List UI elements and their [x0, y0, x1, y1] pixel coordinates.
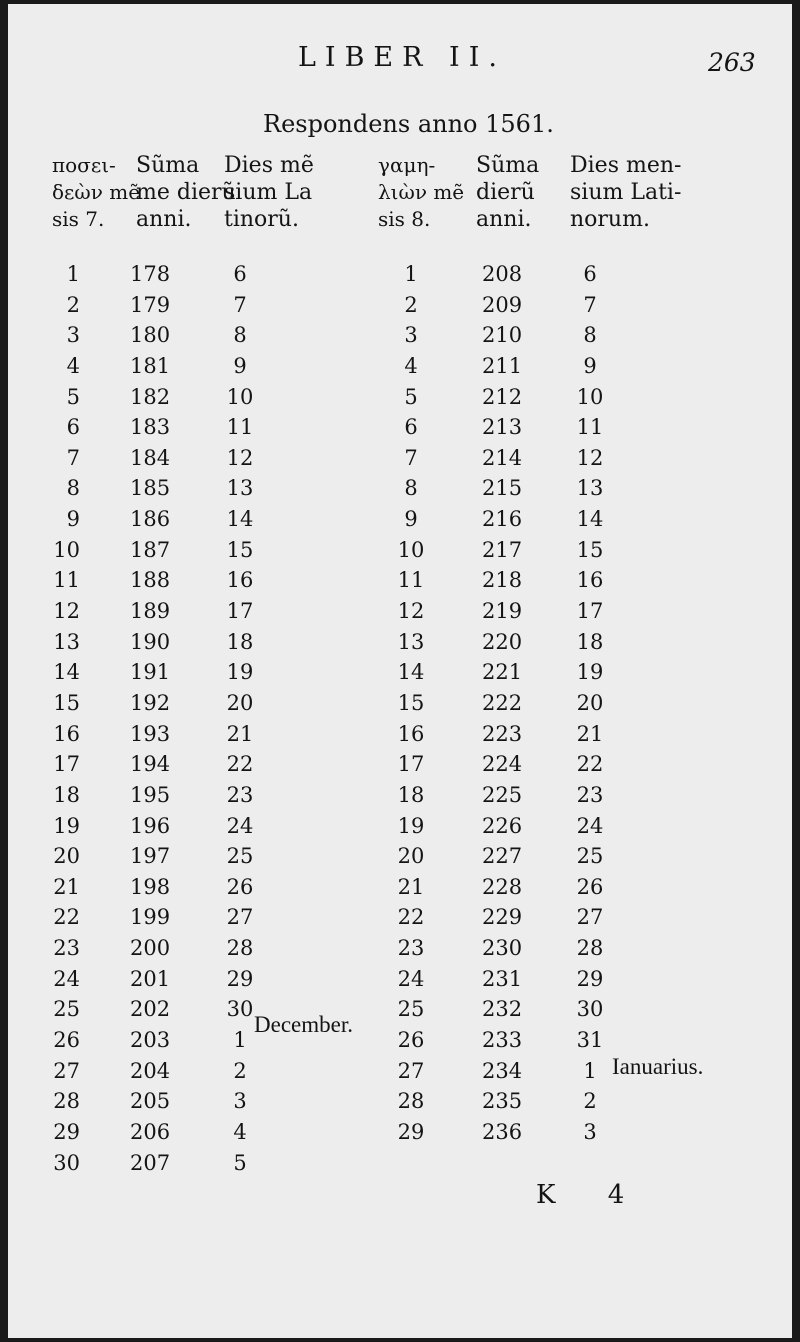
- table-cell-day-b: 11: [397, 568, 425, 593]
- table-cell-day-a: 2: [66, 292, 80, 317]
- table-cell-dies-b: 19: [576, 660, 604, 685]
- table-cell-dies-a: 8: [233, 323, 247, 348]
- table-cell-dies-b: 6: [583, 262, 597, 286]
- table-cell-day-a: 8: [66, 476, 80, 501]
- table-cell-day-a: 25: [53, 997, 80, 1022]
- table-cell-day-a: 3: [66, 323, 80, 348]
- table-cell-sum-a: 200: [130, 936, 171, 961]
- table-cell-sum-b: 233: [482, 1028, 523, 1053]
- table-cell-sum-b: 235: [482, 1089, 523, 1114]
- table-cell-sum-b: 214: [482, 445, 523, 470]
- column-sum-b: [482, 259, 552, 1148]
- header-sum-a: Sũma me dierũ anni.: [136, 153, 236, 232]
- table-cell-day-b: 18: [397, 782, 425, 807]
- table-cell-sum-b: 224: [482, 752, 523, 777]
- column-day-b: [388, 259, 434, 1148]
- table-cell-dies-a: 5: [233, 1150, 247, 1175]
- table-cell-day-b: 25: [397, 997, 425, 1022]
- table-cell-dies-b: 29: [576, 966, 604, 991]
- table-cell-day-b: 5: [404, 384, 418, 409]
- table-cell-sum-a: 190: [130, 629, 171, 654]
- table-cell-sum-a: 193: [130, 721, 171, 746]
- table-cell-sum-b: 221: [482, 660, 523, 685]
- table-cell-sum-b: 228: [482, 874, 523, 899]
- table-cell-day-a: 16: [53, 721, 80, 746]
- table-cell-sum-a: 179: [130, 292, 171, 317]
- table-cell-day-b: 24: [397, 966, 425, 991]
- table-cell-day-a: 30: [53, 1150, 80, 1175]
- table-cell-day-a: 9: [66, 507, 80, 532]
- table-cell-day-b: 22: [397, 905, 425, 930]
- table-cell-dies-a: 6: [233, 262, 247, 286]
- table-cell-dies-b: 18: [576, 629, 604, 654]
- table-cell-dies-b: 12: [576, 445, 604, 470]
- table-cell-sum-b: 212: [482, 384, 523, 409]
- table-cell-dies-a: 22: [226, 752, 254, 777]
- table-cell-day-a: 11: [53, 568, 80, 593]
- book-page: [8, 4, 792, 1338]
- table-cell-day-a: 1: [66, 262, 80, 286]
- table-cell-sum-b: 220: [482, 629, 523, 654]
- table-cell-sum-a: 198: [130, 874, 171, 899]
- table-cell-dies-b: 26: [576, 874, 604, 899]
- table-cell-day-a: 26: [53, 1028, 80, 1053]
- table-cell-day-b: 13: [397, 629, 425, 654]
- page-number: 263: [708, 48, 756, 77]
- table-cell-day-a: 24: [53, 966, 80, 991]
- table-cell-day-a: 27: [53, 1058, 80, 1083]
- table-cell-sum-a: 207: [130, 1150, 171, 1175]
- table-cell-sum-b: 213: [482, 415, 523, 440]
- table-cell-dies-a: 28: [226, 936, 254, 961]
- table-cell-sum-b: 232: [482, 997, 523, 1022]
- table-cell-sum-b: 222: [482, 690, 523, 715]
- month-label-ianuarius: Ianuarius.: [612, 1054, 704, 1079]
- table-cell-sum-a: 183: [130, 415, 171, 440]
- table-cell-sum-a: 194: [130, 752, 171, 777]
- table-cell-sum-b: 223: [482, 721, 523, 746]
- table-cell-dies-a: 12: [226, 445, 254, 470]
- table-cell-dies-a: 16: [226, 568, 254, 593]
- table-cell-sum-a: 195: [130, 782, 171, 807]
- table-cell-sum-b: 211: [482, 353, 523, 378]
- table-cell-dies-a: 19: [226, 660, 254, 685]
- table-cell-sum-a: 186: [130, 507, 171, 532]
- table-cell-dies-b: 1: [583, 1058, 597, 1083]
- table-cell-sum-a: 199: [130, 905, 171, 930]
- column-dies-b: [568, 259, 612, 1148]
- table-cell-sum-b: 216: [482, 507, 523, 532]
- table-cell-day-b: 4: [404, 353, 418, 378]
- header-dies-b: Dies men- sium Lati- norum.: [570, 153, 682, 232]
- table-cell-day-a: 4: [66, 353, 80, 378]
- table-cell-day-b: 17: [397, 752, 425, 777]
- table-cell-dies-a: 26: [226, 874, 254, 899]
- table-cell-sum-b: 209: [482, 292, 523, 317]
- table-cell-sum-a: 178: [130, 262, 171, 286]
- table-cell-dies-a: 10: [226, 384, 254, 409]
- table-cell-day-a: 17: [53, 752, 80, 777]
- table-cell-dies-b: 16: [576, 568, 604, 593]
- header-dies-a: Dies mẽ sium La tinorũ.: [224, 153, 314, 232]
- table-cell-dies-b: 22: [576, 752, 604, 777]
- table-cell-day-b: 19: [397, 813, 425, 838]
- table-cell-sum-a: 201: [130, 966, 171, 991]
- header-month-a: ποσει- δεὼν mẽ sis 7.: [52, 153, 141, 231]
- header-month-b: γαμη- λιὼν mẽ sis 8.: [378, 153, 465, 231]
- table-cell-day-b: 16: [397, 721, 425, 746]
- table-cell-dies-b: 23: [576, 782, 604, 807]
- table-cell-dies-b: 27: [576, 905, 604, 930]
- column-dies-a: [218, 259, 262, 1178]
- table-cell-day-a: 18: [53, 782, 80, 807]
- table-cell-day-a: 6: [66, 415, 80, 440]
- table-cell-dies-a: 7: [233, 292, 247, 317]
- table-cell-dies-b: 10: [576, 384, 604, 409]
- table-cell-sum-a: 182: [130, 384, 171, 409]
- table-cell-day-b: 9: [404, 507, 418, 532]
- month-label-december: December.: [254, 1012, 353, 1037]
- table-cell-dies-b: 28: [576, 936, 604, 961]
- table-cell-sum-a: 191: [130, 660, 171, 685]
- table-cell-day-a: 5: [66, 384, 80, 409]
- table-cell-day-b: 15: [397, 690, 425, 715]
- header-sum-b: Sũma dierũ anni.: [476, 153, 540, 232]
- table-cell-day-b: 28: [397, 1089, 425, 1114]
- table-cell-sum-a: 181: [130, 353, 171, 378]
- table-cell-sum-a: 180: [130, 323, 171, 348]
- table-cell-dies-a: 4: [233, 1119, 247, 1144]
- table-cell-day-b: 21: [397, 874, 425, 899]
- column-sum-a: [130, 259, 200, 1178]
- table-cell-dies-a: 30: [226, 997, 254, 1022]
- table-cell-dies-a: 11: [226, 415, 254, 440]
- table-cell-dies-b: 11: [576, 415, 604, 440]
- table-cell-day-b: 7: [404, 445, 418, 470]
- table-cell-dies-a: 1: [233, 1028, 247, 1053]
- table-cell-sum-a: 192: [130, 690, 171, 715]
- table-cell-dies-b: 21: [576, 721, 604, 746]
- table-cell-sum-b: 231: [482, 966, 523, 991]
- table-cell-sum-b: 225: [482, 782, 523, 807]
- table-cell-sum-a: 196: [130, 813, 171, 838]
- table-cell-dies-b: 17: [576, 599, 604, 624]
- table-cell-dies-a: 15: [226, 537, 254, 562]
- table-cell-dies-a: 21: [226, 721, 254, 746]
- table-cell-dies-b: 24: [576, 813, 604, 838]
- table-cell-sum-b: 226: [482, 813, 523, 838]
- table-cell-sum-b: 208: [482, 262, 523, 286]
- table-cell-dies-b: 31: [576, 1028, 604, 1053]
- show-through-bleed: [128, 56, 156, 84]
- table-cell-dies-b: 2: [583, 1089, 597, 1114]
- table-cell-sum-a: 205: [130, 1089, 171, 1114]
- table-cell-day-a: 23: [53, 936, 80, 961]
- table-cell-sum-a: 188: [130, 568, 171, 593]
- table-cell-day-b: 23: [397, 936, 425, 961]
- table-cell-dies-a: 25: [226, 844, 254, 869]
- table-cell-dies-a: 23: [226, 782, 254, 807]
- table-cell-dies-a: 17: [226, 599, 254, 624]
- table-cell-sum-a: 185: [130, 476, 171, 501]
- table-cell-sum-b: 230: [482, 936, 523, 961]
- table-cell-day-a: 15: [53, 690, 80, 715]
- table-cell-dies-a: 24: [226, 813, 254, 838]
- table-cell-sum-b: 229: [482, 905, 523, 930]
- table-cell-day-a: 20: [53, 844, 80, 869]
- table-cell-sum-b: 210: [482, 323, 523, 348]
- table-cell-day-a: 29: [53, 1119, 80, 1144]
- table-cell-dies-b: 25: [576, 844, 604, 869]
- table-cell-dies-a: 14: [226, 507, 254, 532]
- table-cell-sum-a: 184: [130, 445, 171, 470]
- table-cell-day-b: 8: [404, 476, 418, 501]
- table-cell-dies-a: 20: [226, 690, 254, 715]
- table-cell-day-b: 27: [397, 1058, 425, 1083]
- table-cell-dies-b: 13: [576, 476, 604, 501]
- table-cell-sum-b: 234: [482, 1058, 523, 1083]
- table-cell-sum-a: 204: [130, 1058, 171, 1083]
- table-cell-sum-a: 206: [130, 1119, 171, 1144]
- table-cell-dies-a: 29: [226, 966, 254, 991]
- table-cell-day-a: 19: [53, 813, 80, 838]
- table-cell-day-b: 2: [404, 292, 418, 317]
- table-cell-day-a: 14: [53, 660, 80, 685]
- table-cell-sum-b: 215: [482, 476, 523, 501]
- table-cell-dies-a: 27: [226, 905, 254, 930]
- table-cell-sum-a: 197: [130, 844, 171, 869]
- table-cell-dies-b: 9: [583, 353, 597, 378]
- table-cell-day-a: 10: [53, 537, 80, 562]
- table-cell-day-a: 22: [53, 905, 80, 930]
- table-cell-day-a: 13: [53, 629, 80, 654]
- table-cell-day-b: 26: [397, 1028, 425, 1053]
- table-cell-day-a: 21: [53, 874, 80, 899]
- table-cell-sum-a: 187: [130, 537, 171, 562]
- table-cell-sum-b: 227: [482, 844, 523, 869]
- table-cell-day-b: 3: [404, 323, 418, 348]
- table-cell-dies-b: 30: [576, 997, 604, 1022]
- table-cell-sum-a: 189: [130, 599, 171, 624]
- table-cell-sum-a: 203: [130, 1028, 171, 1053]
- table-cell-dies-b: 7: [583, 292, 597, 317]
- column-day-a: [38, 259, 80, 1178]
- table-cell-dies-b: 15: [576, 537, 604, 562]
- table-cell-sum-b: 236: [482, 1119, 523, 1144]
- table-cell-dies-b: 14: [576, 507, 604, 532]
- table-cell-dies-a: 3: [233, 1089, 247, 1114]
- table-cell-day-a: 28: [53, 1089, 80, 1114]
- table-cell-day-b: 14: [397, 660, 425, 685]
- table-cell-dies-b: 3: [583, 1119, 597, 1144]
- table-cell-sum-a: 202: [130, 997, 171, 1022]
- table-cell-day-b: 12: [397, 599, 425, 624]
- table-cell-sum-b: 219: [482, 599, 523, 624]
- table-cell-sum-b: 217: [482, 537, 523, 562]
- table-cell-dies-b: 20: [576, 690, 604, 715]
- table-cell-sum-b: 218: [482, 568, 523, 593]
- table-cell-day-b: 6: [404, 415, 418, 440]
- table-cell-dies-a: 2: [233, 1058, 247, 1083]
- table-cell-day-b: 29: [397, 1119, 425, 1144]
- table-cell-day-a: 7: [66, 445, 80, 470]
- signature-mark: K 4: [536, 1180, 647, 1210]
- table-cell-dies-b: 8: [583, 323, 597, 348]
- table-cell-day-b: 10: [397, 537, 425, 562]
- table-cell-day-a: 12: [53, 599, 80, 624]
- table-cell-dies-a: 18: [226, 629, 254, 654]
- running-head: LIBER II.: [298, 42, 506, 73]
- table-cell-day-b: 20: [397, 844, 425, 869]
- table-cell-dies-a: 13: [226, 476, 254, 501]
- table-caption: Respondens anno 1561.: [263, 110, 554, 138]
- table-cell-dies-a: 9: [233, 353, 247, 378]
- table-cell-day-b: 1: [404, 262, 418, 286]
